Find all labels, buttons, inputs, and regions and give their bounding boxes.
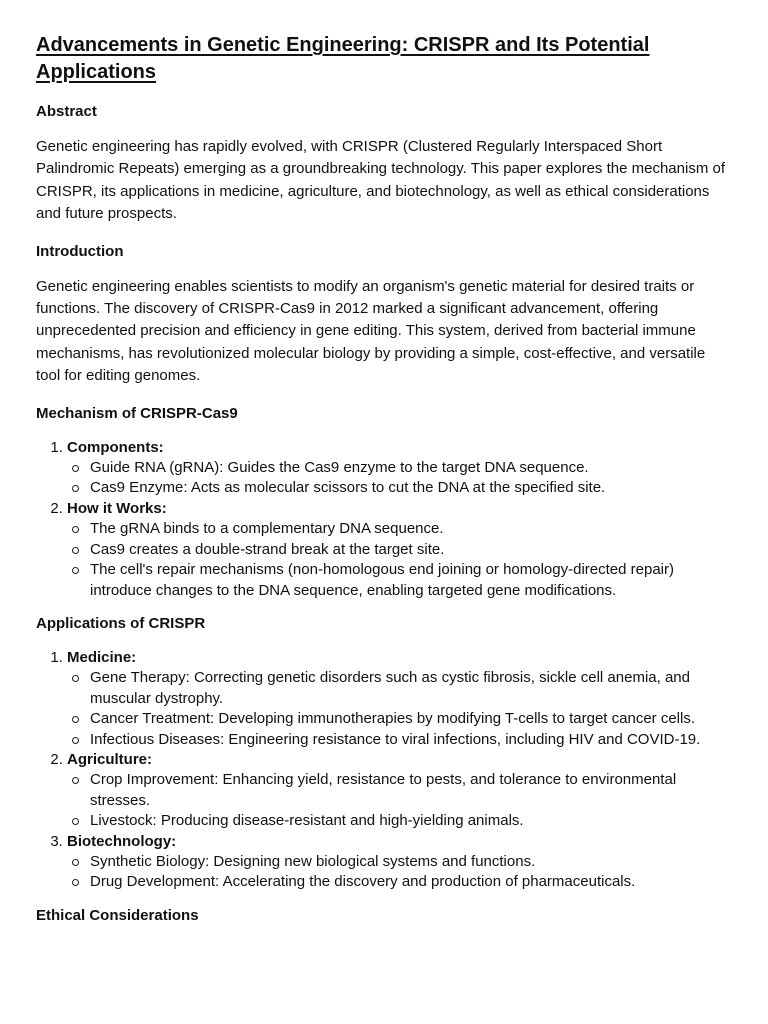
applications-heading: Applications of CRISPR [36,614,206,632]
list-item-label: Components: [67,438,164,456]
sub-list-item: Crop Improvement: Enhancing yield, resistance to pests, and tolerance to environmental stresses. [90,770,732,811]
abstract-heading: Abstract [36,103,97,120]
sub-list-item: The gRNA binds to a complementary DNA sequence. [90,519,732,539]
sub-list [67,852,732,893]
sub-list-item: Gene Therapy: Correcting genetic disorders such as cystic fibrosis, sickle cell anemia, and muscular dystrophy. [90,668,732,709]
sub-list-item: Livestock: Producing disease-resistant and high-yielding animals. [90,811,732,831]
sub-list-item: Cancer Treatment: Developing immunotherapies by modifying T-cells to target cancer cells. [90,709,732,729]
list-item-label: Agriculture: [67,750,153,768]
sub-list-item: Cas9 creates a double-strand break at the target site. [90,540,732,560]
sub-list [67,668,732,750]
document-title: Advancements in Genetic Engineering: CRISPR and Its Potential Applications [36,34,650,83]
list-item [67,648,732,750]
mechanism-list [36,438,732,601]
list-item-label: Medicine: [67,648,137,666]
sub-list-item: The cell's repair mechanisms (non-homologous end joining or homology-directed repair) introduce changes to the DNA sequence, enabling targeted gene modifications. [90,560,732,601]
list-item [67,499,732,601]
list-item [67,438,732,499]
abstract-paragraph: Genetic engineering has rapidly evolved, with CRISPR (Clustered Regularly Interspaced Short Palindromic Repeats) emerging as a groundbreaking technology. This paper explores the mechanism of CRISPR, its applications in medicine, agriculture, and biotechnology, as well as ethical considerations and future prospects. [36,138,725,223]
sub-list [67,458,732,499]
sub-list-item: Guide RNA (gRNA): Guides the Cas9 enzyme to the target DNA sequence. [90,458,732,478]
ethics-heading: Ethical Considerations [36,906,199,924]
sub-list-item: Infectious Diseases: Engineering resistance to viral infections, including HIV and COVID-19. [90,730,732,750]
list-item-label: How it Works: [67,499,167,517]
sub-list [67,770,732,831]
sub-list-item: Synthetic Biology: Designing new biological systems and functions. [90,852,732,872]
introduction-paragraph: Genetic engineering enables scientists to modify an organism's genetic material for desired traits or functions. The discovery of CRISPR-Cas9 in 2012 marked a significant advancement, offering unprecedented precision and efficiency in gene editing. This system, derived from bacterial immune mechanisms, has revolutionized molecular biology by providing a simple, cost-effective, and versatile tool for editing genomes. [36,277,706,385]
sub-list-item: Drug Development: Accelerating the discovery and production of pharmaceuticals. [90,872,732,892]
list-item [67,750,732,832]
sub-list-item: Cas9 Enzyme: Acts as molecular scissors to cut the DNA at the specified site. [90,478,732,498]
list-item-label: Biotechnology: [67,832,177,850]
mechanism-heading: Mechanism of CRISPR-Cas9 [36,404,238,422]
applications-list [36,648,732,893]
list-item [67,832,732,893]
introduction-heading: Introduction [36,242,124,260]
sub-list [67,519,732,601]
